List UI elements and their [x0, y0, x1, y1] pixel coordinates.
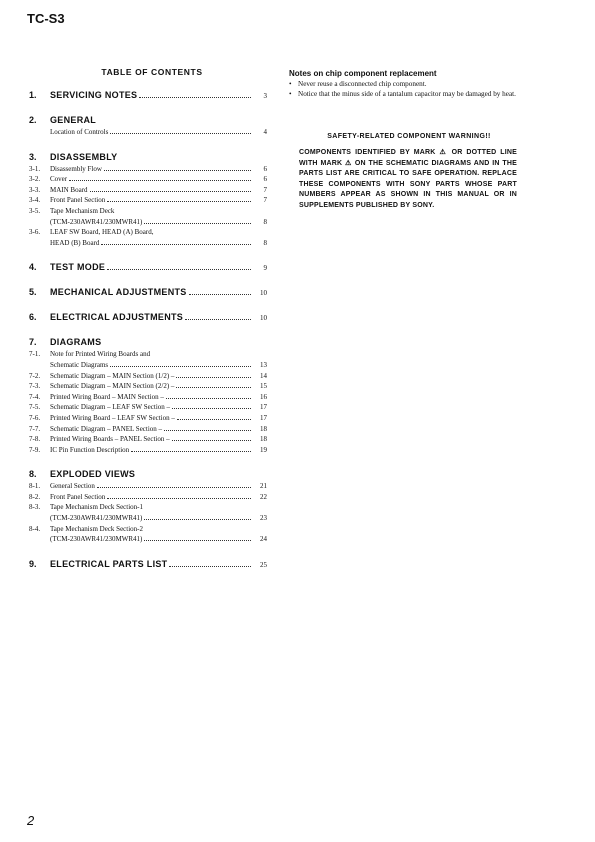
toc-item-number: 7-8.: [29, 435, 41, 444]
toc-page: 25: [260, 560, 267, 569]
toc-section-number: 9.: [29, 558, 37, 569]
toc-section-number: 5.: [29, 287, 37, 298]
toc-item-number: 3-3.: [29, 185, 41, 194]
toc-item-text: Schematic Diagram – MAIN Section (2/2) –: [50, 382, 175, 391]
toc-section: [29, 287, 267, 299]
toc-page: 4: [263, 128, 267, 136]
toc-leader: [189, 294, 251, 295]
toc-item-text: Schematic Diagram – LEAF SW Section –: [50, 403, 171, 412]
toc-item: [29, 435, 267, 446]
toc-item-text: Front Panel Section: [50, 492, 106, 501]
chip-note-item: [289, 90, 529, 100]
toc-page: 15: [260, 382, 267, 391]
toc-leader: [69, 180, 251, 181]
toc-section-title: DISASSEMBLY: [50, 151, 118, 162]
toc-item-number: 7-6.: [29, 413, 41, 422]
toc-leader: [172, 408, 251, 409]
toc-item: [29, 403, 267, 414]
toc-item: [29, 414, 267, 425]
toc-item-number: 3-5.: [29, 206, 41, 215]
toc-item-number: 7-4.: [29, 392, 41, 401]
toc-leader: [185, 319, 251, 320]
toc-page: 6: [263, 175, 267, 184]
toc-leader: [107, 498, 251, 499]
toc-page: 10: [260, 289, 267, 298]
toc-page: 14: [260, 371, 267, 380]
toc-section: [29, 152, 267, 164]
toc-section-number: 7.: [29, 337, 37, 348]
chip-note-text: Notice that the minus side of a tantalum capacitor may be damaged by heat.: [298, 89, 516, 98]
toc-item-number: 7-7.: [29, 424, 41, 433]
toc-page: 3: [263, 92, 267, 100]
toc-page: 9: [263, 264, 267, 273]
toc-page: 7: [263, 185, 267, 194]
toc-section-title: TEST MODE: [50, 262, 106, 273]
toc-item-number: 3-1.: [29, 164, 41, 173]
toc-item-text: (TCM-230AWR41/230MWR41): [50, 535, 143, 544]
toc-section-title: EXPLODED VIEWS: [50, 469, 136, 480]
toc-section-number: 4.: [29, 262, 37, 273]
toc-section-title: ELECTRICAL PARTS LIST: [50, 558, 168, 569]
toc-page: 17: [260, 413, 267, 422]
toc-leader: [110, 366, 251, 367]
toc-item-number: 8-4.: [29, 524, 41, 533]
bullet-icon: •: [289, 89, 292, 98]
toc-leader: [176, 387, 251, 388]
toc-body: [29, 90, 267, 571]
toc-item-text: Schematic Diagram – PANEL Section –: [50, 424, 163, 433]
toc-leader: [101, 244, 251, 245]
toc-leader: [107, 201, 251, 202]
toc-item-text: LEAF SW Board, HEAD (A) Board,: [50, 228, 154, 237]
toc-item-number: 7-3.: [29, 382, 41, 391]
toc-item-text: General Section: [50, 482, 95, 491]
toc-item: [29, 165, 267, 176]
toc-page: 6: [263, 164, 267, 173]
toc-leader: [144, 540, 251, 541]
toc-item-text: Printed Wiring Boards – PANEL Section –: [50, 435, 170, 444]
toc-page: 13: [260, 360, 267, 369]
toc-page: 8: [263, 238, 267, 247]
chip-notes-list: [289, 80, 529, 99]
toc-item: [29, 503, 267, 514]
toc-item-text: Disassembly Flow: [50, 164, 102, 173]
toc-page: 24: [260, 535, 267, 544]
toc-item-text: Location of Controls: [50, 128, 109, 136]
toc-page: 23: [260, 514, 267, 523]
toc-item-text: IC Pin Function Description: [50, 445, 130, 454]
toc-section-number: 6.: [29, 312, 37, 323]
toc-page: 18: [260, 435, 267, 444]
toc-item-number: 3-6.: [29, 228, 41, 237]
toc-section-title: SERVICING NOTES: [50, 90, 138, 100]
toc-item: [29, 525, 267, 536]
toc-leader: [144, 223, 251, 224]
toc-item-text: MAIN Board: [50, 185, 88, 194]
toc-leader: [104, 170, 251, 171]
toc-item: [29, 425, 267, 436]
toc-page: 8: [263, 217, 267, 226]
toc-item-text: HEAD (B) Board: [50, 238, 100, 247]
toc-item-number: 7-5.: [29, 403, 41, 412]
toc-section: [29, 312, 267, 324]
toc-item-number: 3-4.: [29, 196, 41, 205]
toc-item: [29, 382, 267, 393]
toc-item: [29, 128, 267, 139]
toc-item: [29, 218, 267, 229]
toc-item-text: Tape Mechanism Deck Section-1: [50, 503, 144, 512]
toc-item: [29, 207, 267, 218]
toc-section-number: 3.: [29, 151, 37, 162]
toc-leader: [90, 191, 251, 192]
toc-item: [29, 393, 267, 404]
toc-leader: [131, 451, 251, 452]
bullet-icon: •: [289, 80, 292, 88]
toc-item: [29, 514, 267, 525]
toc-leader: [169, 566, 251, 567]
toc-leader: [177, 419, 251, 420]
toc-item-text: Front Panel Section: [50, 196, 106, 205]
toc-page: 21: [260, 482, 267, 491]
toc-leader: [172, 440, 251, 441]
toc-item-text: Schematic Diagrams: [50, 360, 109, 369]
toc-section: [29, 559, 267, 571]
toc-page: 7: [263, 196, 267, 205]
toc-item-text: Cover: [50, 175, 68, 184]
toc-section-number: 1.: [29, 90, 37, 100]
toc-page: 10: [260, 314, 267, 323]
toc-page: 22: [260, 492, 267, 501]
toc-item: [29, 361, 267, 372]
model-name: TC-S3: [27, 11, 65, 26]
toc-leader: [139, 97, 251, 98]
toc-section-number: 8.: [29, 469, 37, 480]
chip-notes: [289, 69, 529, 99]
toc-section: [29, 115, 267, 127]
safety-warning-title: SAFETY-RELATED COMPONENT WARNING!!: [327, 133, 491, 140]
toc-title: TABLE OF CONTENTS: [101, 67, 203, 77]
toc-item: [29, 535, 267, 546]
toc-item-text: Printed Wiring Board – MAIN Section –: [50, 392, 164, 401]
toc-section: [29, 262, 267, 274]
toc-page: 18: [260, 424, 267, 433]
toc-item-number: 3-2.: [29, 175, 41, 184]
toc-item: [29, 186, 267, 197]
toc-item: [29, 372, 267, 383]
toc-section-title: DIAGRAMS: [50, 337, 102, 348]
toc-item-text: Tape Mechanism Deck Section-2: [50, 524, 144, 533]
chip-note-item: [289, 80, 529, 90]
toc-leader: [107, 269, 251, 270]
toc-leader: [97, 487, 251, 488]
toc-leader: [166, 398, 251, 399]
toc-leader: [110, 133, 251, 134]
toc-item: [29, 493, 267, 504]
toc-item-text: Printed Wiring Board – LEAF SW Section –: [50, 413, 175, 422]
toc-item: [29, 175, 267, 186]
toc-page: 17: [260, 403, 267, 412]
toc-section-title: GENERAL: [50, 115, 97, 125]
toc-item-number: 7-1.: [29, 350, 41, 359]
toc-item-number: 8-1.: [29, 482, 41, 491]
chip-note-text: Never reuse a disconnected chip component.: [298, 80, 427, 88]
toc-item-text: Tape Mechanism Deck: [50, 206, 115, 215]
toc-leader: [176, 377, 251, 378]
toc-item: [29, 446, 267, 457]
toc-item-text: Schematic Diagram – MAIN Section (1/2) –: [50, 371, 175, 380]
toc-item-text: (TCM-230AWR41/230MWR41): [50, 514, 143, 523]
toc-section: [29, 337, 267, 349]
toc-item: [29, 196, 267, 207]
toc-item-text: Note for Printed Wiring Boards and: [50, 350, 151, 359]
toc-leader: [144, 519, 251, 520]
toc-page: 16: [260, 392, 267, 401]
toc-item-number: 8-3.: [29, 503, 41, 512]
toc-section-title: MECHANICAL ADJUSTMENTS: [50, 287, 187, 298]
toc-item-number: 7-9.: [29, 445, 41, 454]
toc-item: [29, 350, 267, 361]
chip-notes-title: Notes on chip component replacement: [289, 69, 437, 78]
page-number: 2: [27, 813, 35, 828]
toc-section: [29, 469, 267, 481]
toc-section-title: ELECTRICAL ADJUSTMENTS: [50, 312, 184, 323]
toc-leader: [164, 430, 251, 431]
safety-warning-text: COMPONENTS IDENTIFIED BY MARK ⚠ OR DOTTED LINE WITH MARK ⚠ ON THE SCHEMATIC DIAGRAMS AND IN THE PARTS LIST ARE CRITICAL TO SAFE OPERATION. REPLACE THESE COMPONENTS WITH SONY PARTS WHOSE PART NUMBERS APPEAR AS SHOWN IN THIS MANUAL OR IN SUPPLEMENTS PUBLISHED BY SONY.: [299, 149, 517, 209]
toc-item-number: 7-2.: [29, 371, 41, 380]
table-of-contents: [29, 67, 267, 571]
toc-item: [29, 228, 267, 239]
toc-item: [29, 482, 267, 493]
toc-item: [29, 239, 267, 250]
toc-page: 19: [260, 445, 267, 454]
toc-item-number: 8-2.: [29, 492, 41, 501]
toc-item-text: (TCM-230AWR41/230MWR41): [50, 217, 143, 226]
toc-section-number: 2.: [29, 115, 37, 125]
toc-section: [29, 90, 267, 102]
